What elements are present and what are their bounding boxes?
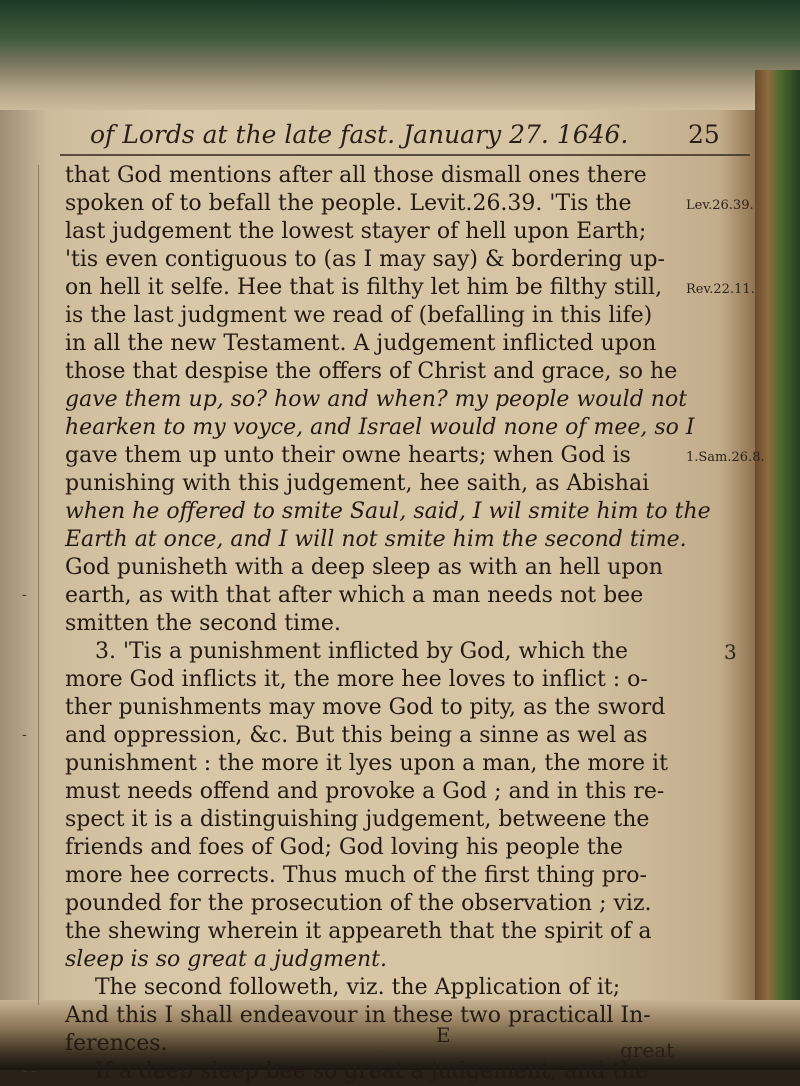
text-line: that God mentions after all those dismall ones there [65,163,647,188]
text-line: more God inflicts it, the more hee loves to inflict : o- [65,667,648,692]
text-line: in all the new Testament. A judgement inflicted upon [65,331,657,356]
text-line: The second followeth, viz. the Application of it; [95,975,621,1000]
gutter-line [38,165,39,1005]
text-line: must needs offend and provoke a God ; and in this re- [65,779,665,804]
text-line: friends and foes of God; God loving his people the [65,835,623,860]
left-margin-mark: - [22,727,27,743]
margin-note-rev: Rev.22.11. [686,282,755,297]
page-header [60,118,750,156]
text-line: hearken to my voyce, and Israel would none of mee, so I [65,415,695,440]
header-rule [60,154,750,156]
catchword: great [620,1038,675,1062]
text-line: God punisheth with a deep sleep as with an hell upon [65,555,663,580]
text-line: more hee corrects. Thus much of the first thing pro- [65,863,647,888]
text-line: 'tis even contiguous to (as I may say) & bordering up- [65,247,665,272]
running-title: of Lords at the late fast. January 27. 1646. [90,120,629,149]
text-line: those that despise the offers of Christ and grace, so he [65,359,678,384]
text-line: smitten the second time. [65,611,341,636]
page-number: 25 [688,120,720,149]
text-line: sleep is so great a judgment. [65,947,388,972]
text-line: gave them up, so? how and when? my people would not [65,387,688,412]
text-line: and oppression, &c. But this being a sinne as wel as [65,723,648,748]
text-line: spoken of to befall the people. Levit.26.39. 'Tis the [65,191,632,216]
text-line: spect it is a distinguishing judgement, betweene the [65,807,650,832]
text-line: gave them up unto their owne hearts; when God is [65,443,631,468]
margin-note-sam: 1.Sam.26.8. [686,450,765,465]
text-line: pounded for the prosecution of the observation ; viz. [65,891,652,916]
left-margin-mark: - - [22,1063,36,1079]
text-line: punishment : the more it lyes upon a man, the more it [65,751,668,776]
margin-note-number: 3 [724,640,737,664]
text-line: If a deep sleep bee so great a judgement, and the [95,1059,649,1084]
text-line: when he offered to smite Saul, said, I wil smite him to the [65,499,711,524]
signature-mark: E [436,1023,451,1047]
page-edge [755,70,800,1030]
margin-note-lev: Lev.26.39. [686,198,754,213]
text-line: 3. 'Tis a punishment inflicted by God, which the [95,639,629,664]
text-line: earth, as with that after which a man needs not bee [65,583,644,608]
text-line: the shewing wherein it appeareth that the spirit of a [65,919,652,944]
text-line: ferences. [65,1031,168,1056]
text-line: And this I shall endeavour in these two practicall In- [65,1003,651,1028]
top-background [0,0,800,110]
text-line: punishing with this judgement, hee saith, as Abishai [65,471,650,496]
left-margin-mark: - [22,587,27,603]
text-line: Earth at once, and I will not smite him the second time. [65,527,687,552]
text-line: is the last judgment we read of (befalling in this life) [65,303,653,328]
text-line: last judgement the lowest stayer of hell upon Earth; [65,219,647,244]
text-line: ther punishments may move God to pity, as the sword [65,695,666,720]
text-line: on hell it selfe. Hee that is filthy let him be filthy still, [65,275,663,300]
